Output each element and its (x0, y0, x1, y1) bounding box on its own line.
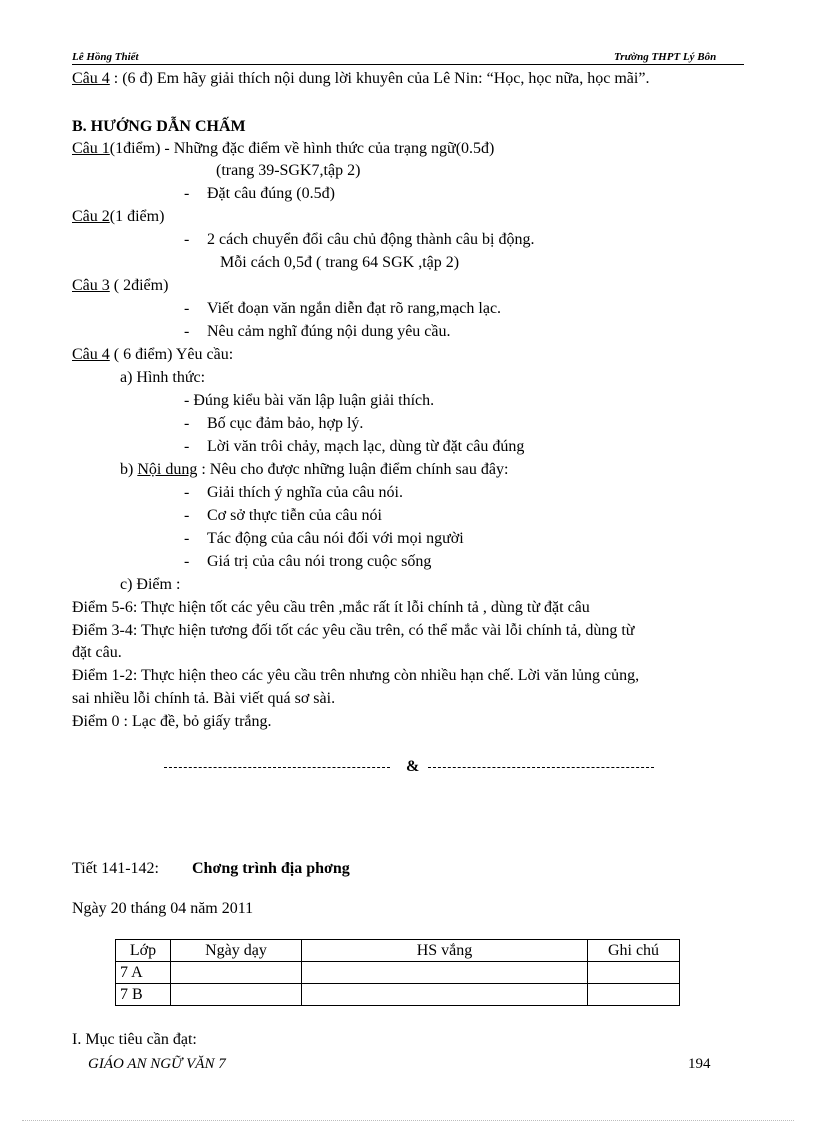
criterion-4-text: ( 6 điểm) Yêu cầu: (109, 346, 234, 363)
form-line-3: Lời văn trôi chảy, mạch lạc, dùng từ đặt câu đúng (207, 438, 525, 455)
table-cell (302, 984, 588, 1006)
table-row (116, 962, 680, 984)
content-line-1: Giải thích ý nghĩa của câu nói. (207, 484, 403, 501)
lesson-period: Tiết 141-142: (72, 860, 159, 877)
bullet: - (184, 484, 190, 501)
criterion-2-line-2: Mỗi cách 0,5đ ( trang 64 SGK ,tập 2) (220, 254, 460, 271)
bullet: - (184, 231, 190, 248)
page-number: 194 (688, 1056, 711, 1072)
table-cell: 7 A (116, 962, 171, 984)
table-cell (171, 984, 302, 1006)
score-1-2-continued: sai nhiều lỗi chính tả. Bài viết quá sơ sài. (72, 690, 336, 707)
question-4 (72, 69, 649, 89)
table-header-row (116, 940, 680, 962)
separator-line-right (428, 767, 654, 768)
bullet: - (184, 438, 190, 455)
content-prefix: b) (120, 461, 138, 478)
score-5-6: Điểm 5-6: Thực hiện tốt các yêu cầu trên ,mắc rất ít lỗi chính tả , dùng từ đặt câu (72, 599, 590, 616)
bullet: - (184, 530, 190, 547)
criterion-2-text: (1 điểm) (109, 208, 165, 225)
criterion-1 (72, 139, 494, 159)
attendance-table (115, 939, 680, 1006)
form-line-1: - Đúng kiểu bài văn lập luận giải thích. (184, 392, 435, 409)
score-1-2: Điểm 1-2: Thực hiện theo các yêu cầu trên nhưng còn nhiều hạn chế. Lời văn lủng củng, (72, 667, 640, 684)
criterion-2-line-1: 2 cách chuyển đổi câu chủ động thành câu bị động. (207, 231, 535, 248)
criterion-3 (72, 276, 168, 296)
page-bottom-border (22, 1120, 794, 1121)
content-text: : Nêu cho được những luận điểm chính sau đây: (197, 461, 509, 478)
content-heading (120, 460, 508, 480)
criterion-3-line-2: Nêu cảm nghĩ đúng nội dung yêu cầu. (207, 323, 451, 340)
criterion-4-label: Câu 4 (72, 346, 110, 363)
score-3-4-continued: đặt câu. (72, 644, 122, 661)
criterion-1-label: Câu 1 (72, 140, 110, 157)
criterion-4 (72, 345, 233, 365)
bullet: - (184, 415, 190, 432)
table-cell: 7 B (116, 984, 171, 1006)
objectives-heading: I. Mục tiêu cần đạt: (72, 1031, 197, 1048)
bullet: - (184, 553, 190, 570)
table-cell (588, 962, 680, 984)
bullet: - (184, 185, 190, 202)
lesson-date: Ngày 20 tháng 04 năm 2011 (72, 900, 254, 917)
score-3-4: Điểm 3-4: Thực hiện tương đối tốt các yêu cầu trên, có thể mắc vài lỗi chính tả, dùng từ (72, 622, 635, 639)
criterion-3-line-1: Viết đoạn văn ngắn diễn đạt rõ rang,mạch lạc. (207, 300, 502, 317)
section-title: B. HƯỚNG DẪN CHẤM (72, 118, 246, 135)
criterion-2-label: Câu 2 (72, 208, 110, 225)
table-row (116, 984, 680, 1006)
bullet: - (184, 300, 190, 317)
table-cell (302, 962, 588, 984)
content-line-2: Cơ sở thực tiễn của câu nói (207, 507, 382, 524)
table-header-cell: Ngày dạy (171, 940, 302, 962)
content-line-3: Tác động của câu nói đối với mọi người (207, 530, 464, 547)
separator-line-left (164, 767, 390, 768)
table-header-cell: Lớp (116, 940, 171, 962)
header-school: Trường THPT Lý Bôn (614, 51, 717, 63)
header-author: Lê Hồng Thiết (72, 51, 139, 63)
content-line-4: Giá trị của câu nói trong cuộc sống (207, 553, 432, 570)
criterion-1-line-2: (trang 39-SGK7,tập 2) (216, 162, 361, 179)
bullet: - (184, 507, 190, 524)
criterion-1-line-3: Đặt câu đúng (0.5đ) (207, 185, 335, 202)
table-header-cell: HS vắng (302, 940, 588, 962)
score-0: Điểm 0 : Lạc đề, bỏ giấy trắng. (72, 713, 272, 730)
content-label: Nội dung (137, 461, 198, 478)
question-4-text: : (6 đ) Em hãy giải thích nội dung lời khuyên của Lê Nin: “Học, học nữa, học mãi”. (109, 70, 650, 87)
header-rule (72, 64, 744, 65)
question-4-label: Câu 4 (72, 70, 110, 87)
table-header-cell: Ghi chú (588, 940, 680, 962)
separator-symbol: & (406, 758, 420, 775)
criterion-1-text: (1điểm) - Những đặc điểm về hình thức của trạng ngữ(0.5đ) (109, 140, 495, 157)
table-cell (588, 984, 680, 1006)
criterion-3-label: Câu 3 (72, 277, 110, 294)
footer-book-title: GIÁO AN NGỮ VĂN 7 (88, 1056, 226, 1072)
criterion-3-text: ( 2điểm) (109, 277, 169, 294)
table-cell (171, 962, 302, 984)
bullet: - (184, 323, 190, 340)
form-line-2: Bố cục đảm bảo, hợp lý. (207, 415, 364, 432)
score-heading: c) Điểm : (120, 576, 181, 593)
criterion-2 (72, 207, 164, 227)
lesson-title: Chơng trình địa phơng (192, 860, 350, 877)
form-heading: a) Hình thức: (120, 369, 206, 386)
